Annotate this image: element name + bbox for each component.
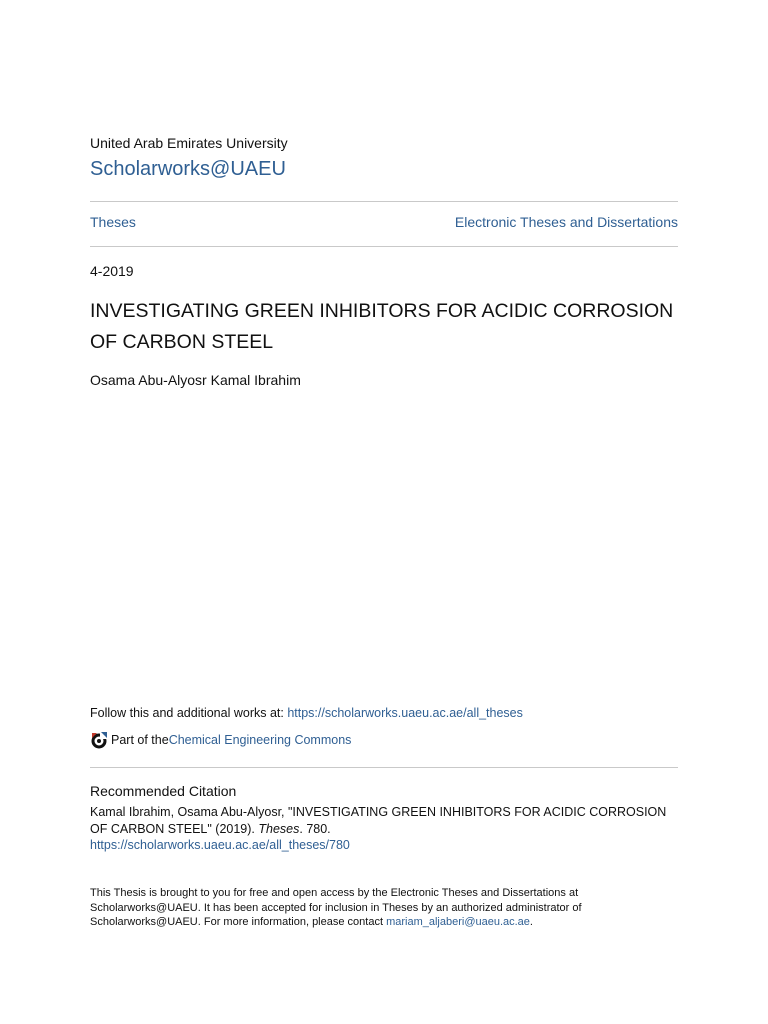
citation-prefix: Kamal Ibrahim, Osama Abu-Alyosr, "INVESTIGATING GREEN INHIBITORS FOR ACIDIC CORROSION OF CARBON STEEL" (2019). xyxy=(90,805,667,836)
access-notice xyxy=(90,886,650,930)
network-commons-icon xyxy=(90,731,108,749)
divider-top xyxy=(90,201,678,202)
chemical-engineering-commons-link[interactable]: Chemical Engineering Commons xyxy=(168,733,352,747)
repository-link[interactable]: Scholarworks@UAEU xyxy=(90,158,286,180)
author-name: Osama Abu-Alyosr Kamal Ibrahim xyxy=(90,372,301,388)
divider-citation xyxy=(90,767,678,768)
citation-heading: Recommended Citation xyxy=(90,783,237,799)
institution-name: United Arab Emirates University xyxy=(90,135,288,151)
part-of-line xyxy=(90,731,351,749)
citation-suffix: . 780. xyxy=(299,822,331,836)
all-theses-link[interactable]: https://scholarworks.uaeu.ac.ae/all_theses xyxy=(287,706,523,720)
theses-link[interactable]: Theses xyxy=(90,214,136,230)
access-notice-end: . xyxy=(529,916,533,928)
collection-nav xyxy=(90,214,678,230)
contact-email-link[interactable]: mariam_aljaberi@uaeu.ac.ae xyxy=(386,916,530,928)
document-title: INVESTIGATING GREEN INHIBITORS FOR ACIDIC CORROSION OF CARBON STEEL xyxy=(90,300,674,353)
follow-text: Follow this and additional works at: xyxy=(90,706,288,720)
citation-series: Theses xyxy=(258,822,300,836)
follow-line xyxy=(90,706,523,720)
divider-nav xyxy=(90,246,678,247)
etd-link[interactable]: Electronic Theses and Dissertations xyxy=(454,214,678,230)
publication-date: 4-2019 xyxy=(90,263,134,279)
part-of-text: Part of the xyxy=(111,733,169,747)
access-notice-text: This Thesis is brought to you for free and open access by the Electronic Theses and Dissertations at Scholarworks@UAEU. It has been accepted for inclusion in Theses by an authorized administrator of Scholarworks@UAEU. For more information, please contact xyxy=(90,887,582,928)
citation-url-link[interactable]: https://scholarworks.uaeu.ac.ae/all_theses/780 xyxy=(90,838,350,852)
citation-text xyxy=(90,804,680,838)
